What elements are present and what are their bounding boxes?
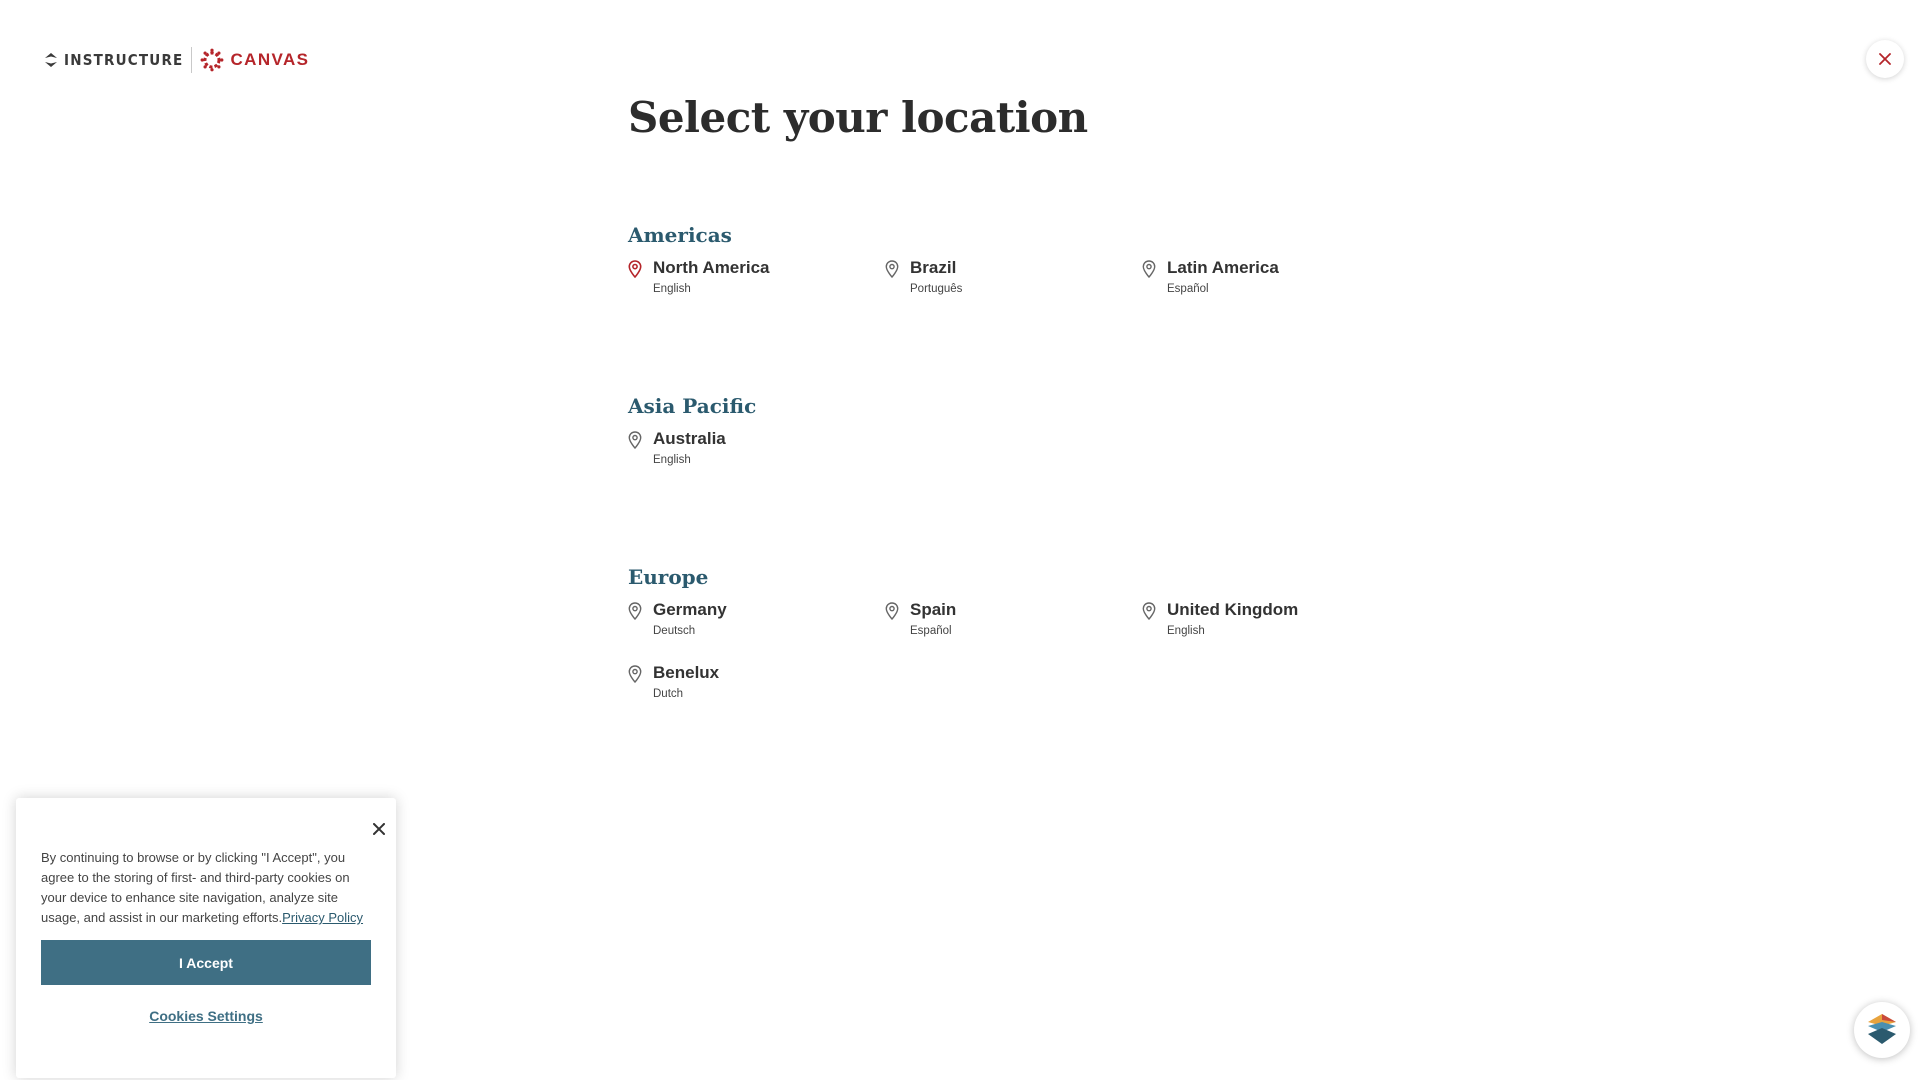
map-pin-icon (628, 431, 642, 449)
region-asia-pacific (628, 392, 1408, 466)
accept-cookies-button[interactable]: I Accept (41, 940, 371, 985)
canvas-wordmark: CANVAS (230, 50, 310, 69)
region-europe (628, 563, 1408, 700)
close-button[interactable] (1866, 40, 1904, 78)
close-icon (1879, 53, 1891, 65)
location-language: Português (910, 283, 963, 295)
page-header (628, 90, 1408, 146)
canvas-logo (200, 48, 309, 72)
cookie-text (41, 848, 376, 928)
location-name: Australia (653, 429, 726, 448)
location-name: United Kingdom (1167, 600, 1299, 619)
location-language: Deutsch (653, 625, 696, 637)
privacy-policy-link[interactable]: Privacy Policy (282, 910, 364, 925)
region-title: Americas (628, 223, 732, 247)
location-benelux[interactable] (628, 662, 719, 702)
cookies-settings-button[interactable]: Cookies Settings (41, 996, 371, 1036)
location-north-america[interactable] (628, 257, 770, 297)
instructure-mark-icon (44, 52, 58, 68)
layered-diamond-icon (1862, 1010, 1902, 1050)
location-language: Dutch (653, 688, 684, 700)
region-title: Asia Pacific (628, 394, 757, 418)
region-americas (628, 221, 1408, 295)
map-pin-icon (885, 260, 899, 278)
page-title: Select your location (628, 93, 1088, 142)
location-name: Benelux (653, 663, 720, 682)
map-pin-icon (1142, 260, 1156, 278)
instructure-logo (44, 51, 183, 69)
location-language: English (653, 283, 691, 295)
location-language: English (653, 454, 691, 466)
location-latin-america[interactable] (1142, 257, 1279, 297)
cookie-banner (16, 798, 396, 1078)
location-language: Español (1167, 283, 1209, 295)
close-icon (373, 823, 385, 835)
help-widget-button[interactable] (1854, 1002, 1910, 1058)
cookie-message: By continuing to browse or by clicking "I Accept", you agree to the storing of first- and third-party cookies on your device to enhance site navigation, analyze site usage, and assist in our marketing efforts. (41, 850, 350, 925)
map-pin-icon (628, 260, 642, 278)
location-germany[interactable] (628, 599, 727, 639)
location-language: English (1167, 625, 1205, 637)
location-united-kingdom[interactable] (1142, 599, 1298, 639)
location-australia[interactable] (628, 428, 726, 468)
region-title: Europe (628, 565, 709, 589)
logo-divider (191, 47, 192, 73)
location-name: Spain (910, 600, 957, 619)
location-name: Latin America (1167, 258, 1279, 277)
map-pin-icon (628, 602, 642, 620)
canvas-mark-icon (200, 48, 224, 72)
location-language: Español (910, 625, 952, 637)
instructure-wordmark: INSTRUCTURE (64, 51, 184, 69)
cookie-close-button[interactable] (368, 818, 390, 840)
location-name: Brazil (910, 258, 957, 277)
header-logo[interactable] (44, 47, 309, 73)
location-spain[interactable] (885, 599, 956, 639)
map-pin-icon (1142, 602, 1156, 620)
map-pin-icon (628, 665, 642, 683)
map-pin-icon (885, 602, 899, 620)
location-name: North America (653, 258, 770, 277)
location-name: Germany (653, 600, 727, 619)
location-brazil[interactable] (885, 257, 962, 297)
